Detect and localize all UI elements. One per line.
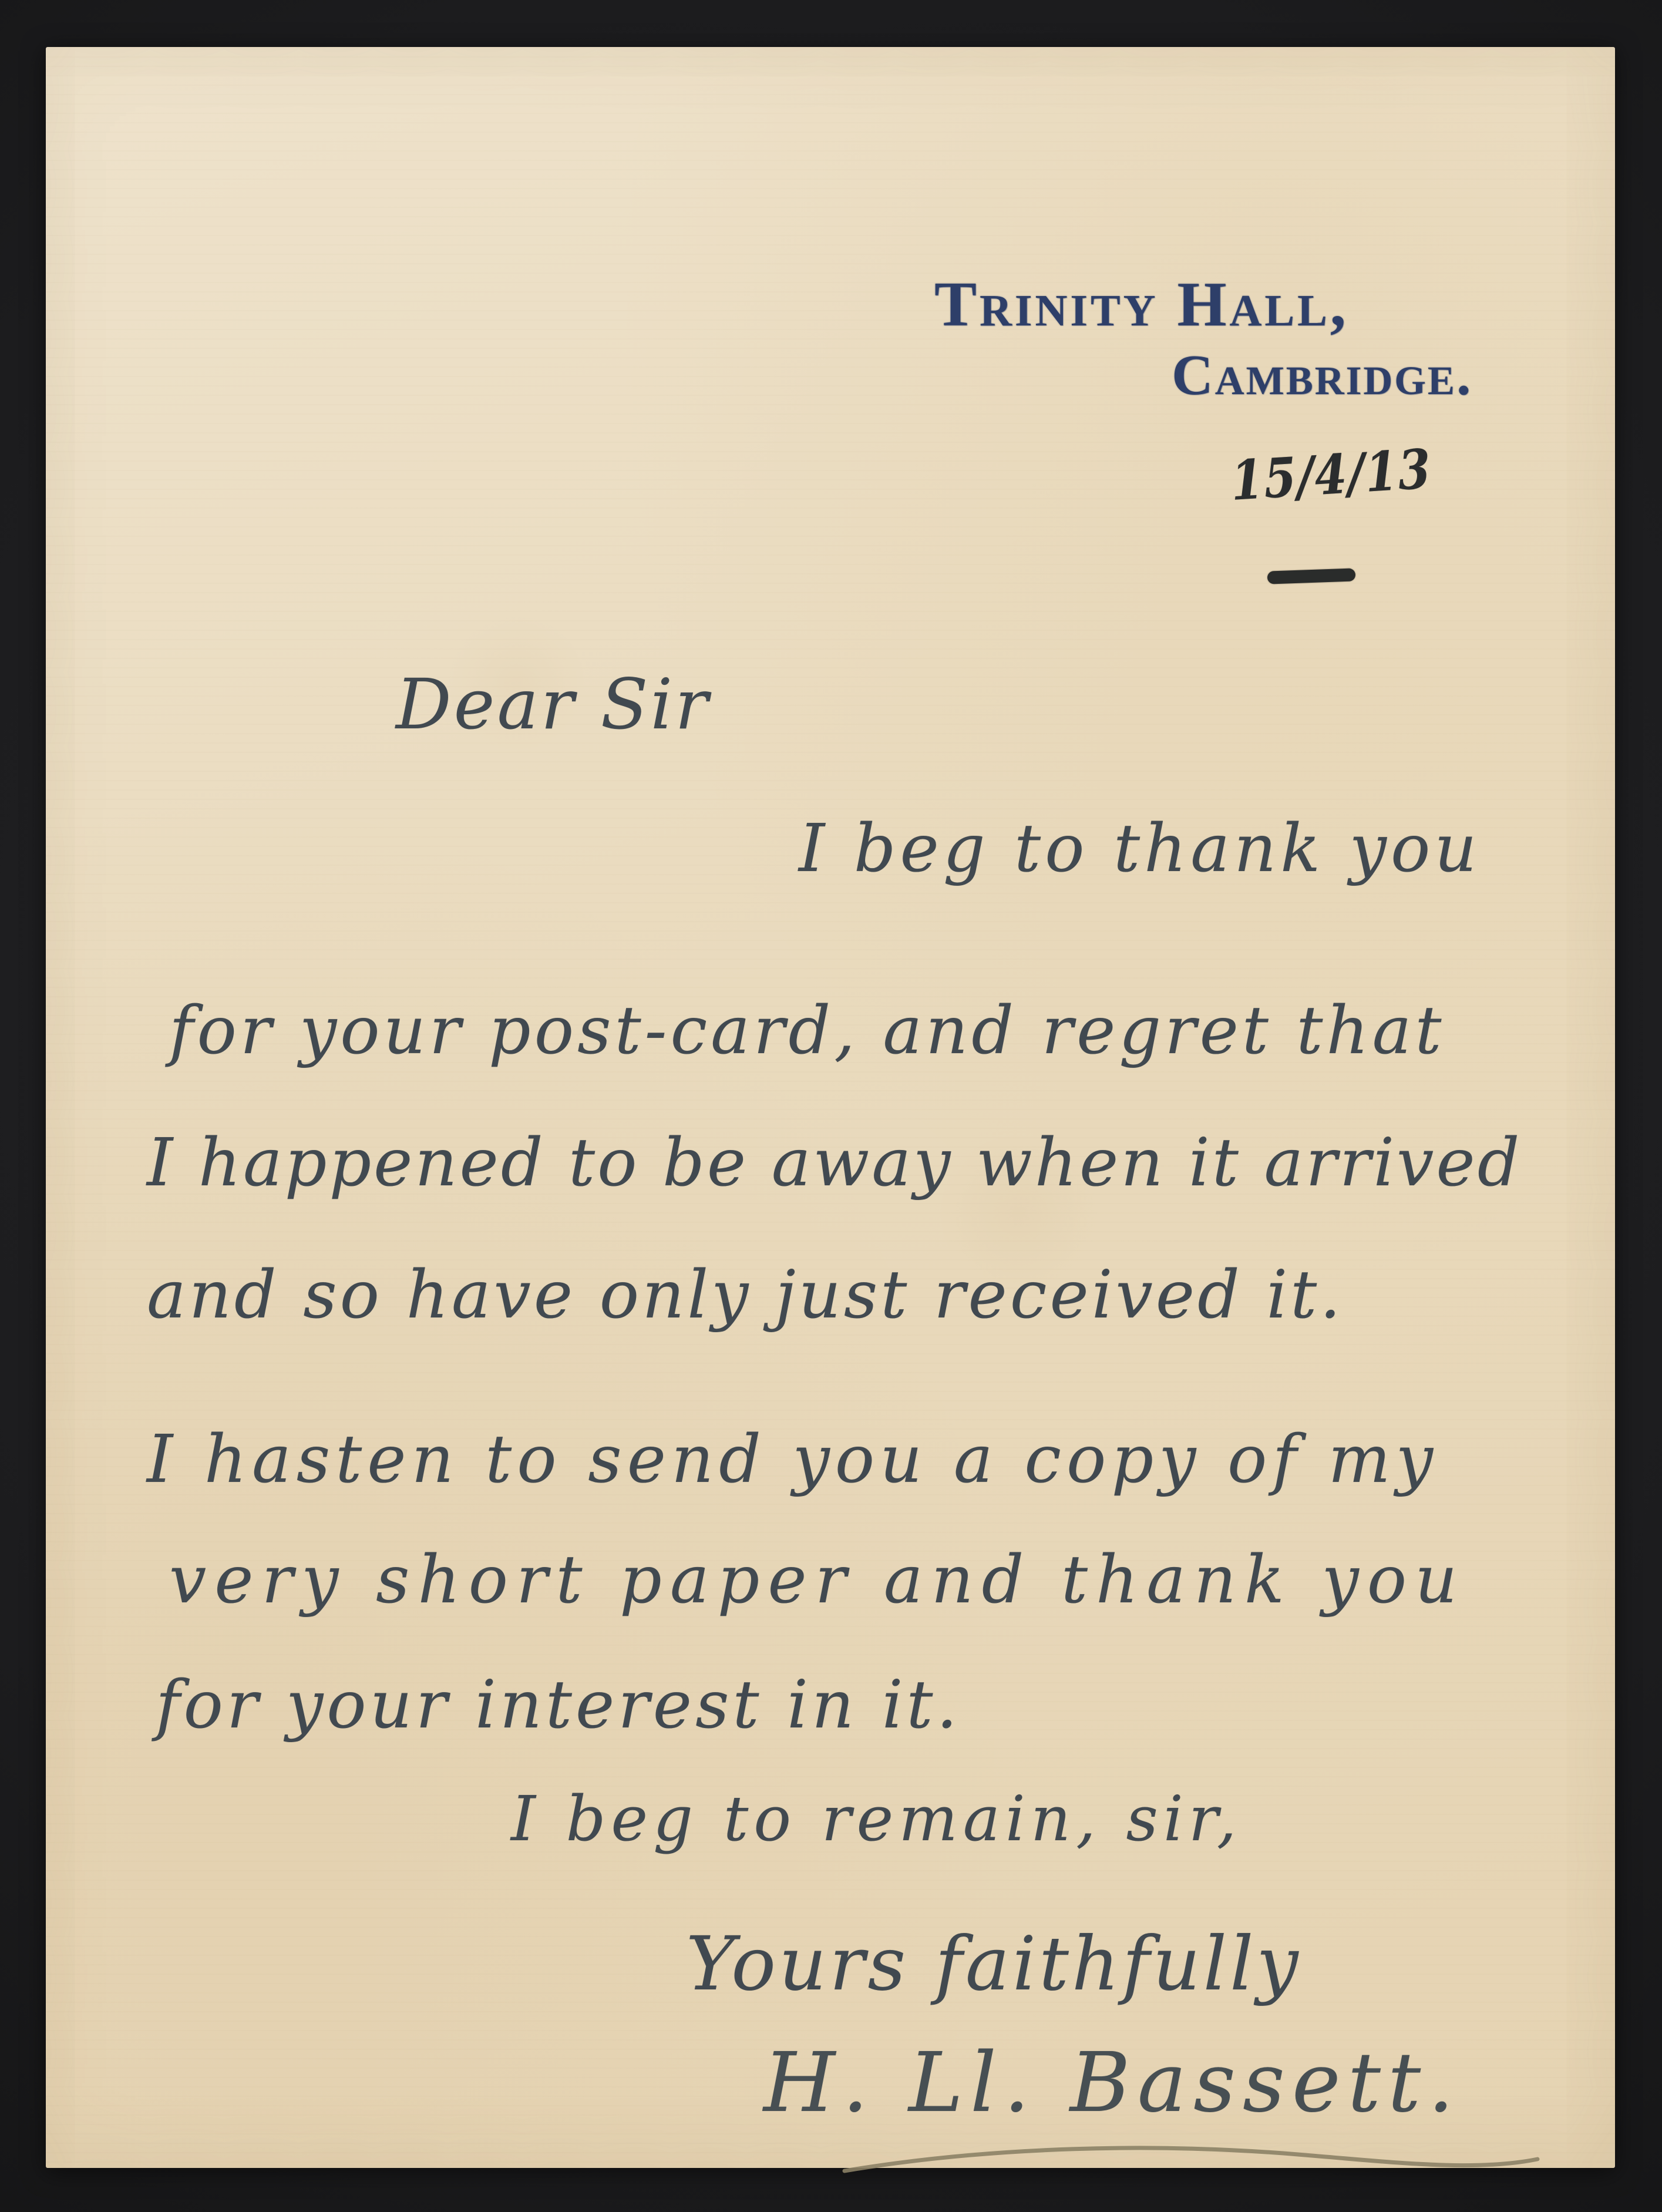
letterhead-line1: Trinity Hall, — [934, 270, 1349, 339]
paragraph1-line2: I happened to be away when it arrived — [147, 1125, 1522, 1201]
opening-line: I beg to thank you — [799, 811, 1481, 887]
paragraph2-line2: very short paper and thank you — [169, 1542, 1466, 1618]
paragraph1-line3: and so have only just received it. — [147, 1257, 1344, 1333]
salutation: Dear Sir — [396, 664, 711, 745]
letter-paper — [46, 47, 1615, 2168]
date-underline — [1267, 568, 1356, 584]
paragraph2-line1: I hasten to send you a copy of my — [147, 1421, 1438, 1498]
signature-flourish — [840, 2138, 1545, 2185]
paragraph2-line3: for your interest in it. — [156, 1667, 961, 1743]
signature: H. Ll. Bassett. — [763, 2035, 1461, 2131]
handwritten-date: 15/4/13 — [1230, 436, 1433, 513]
closing-line1: I beg to remain, sir, — [511, 1783, 1242, 1855]
letterhead-line2: Cambridge. — [1172, 344, 1473, 407]
closing-line2: Yours faithfully — [686, 1921, 1301, 2007]
paragraph1-line1: for your post-card, and regret that — [169, 993, 1445, 1069]
